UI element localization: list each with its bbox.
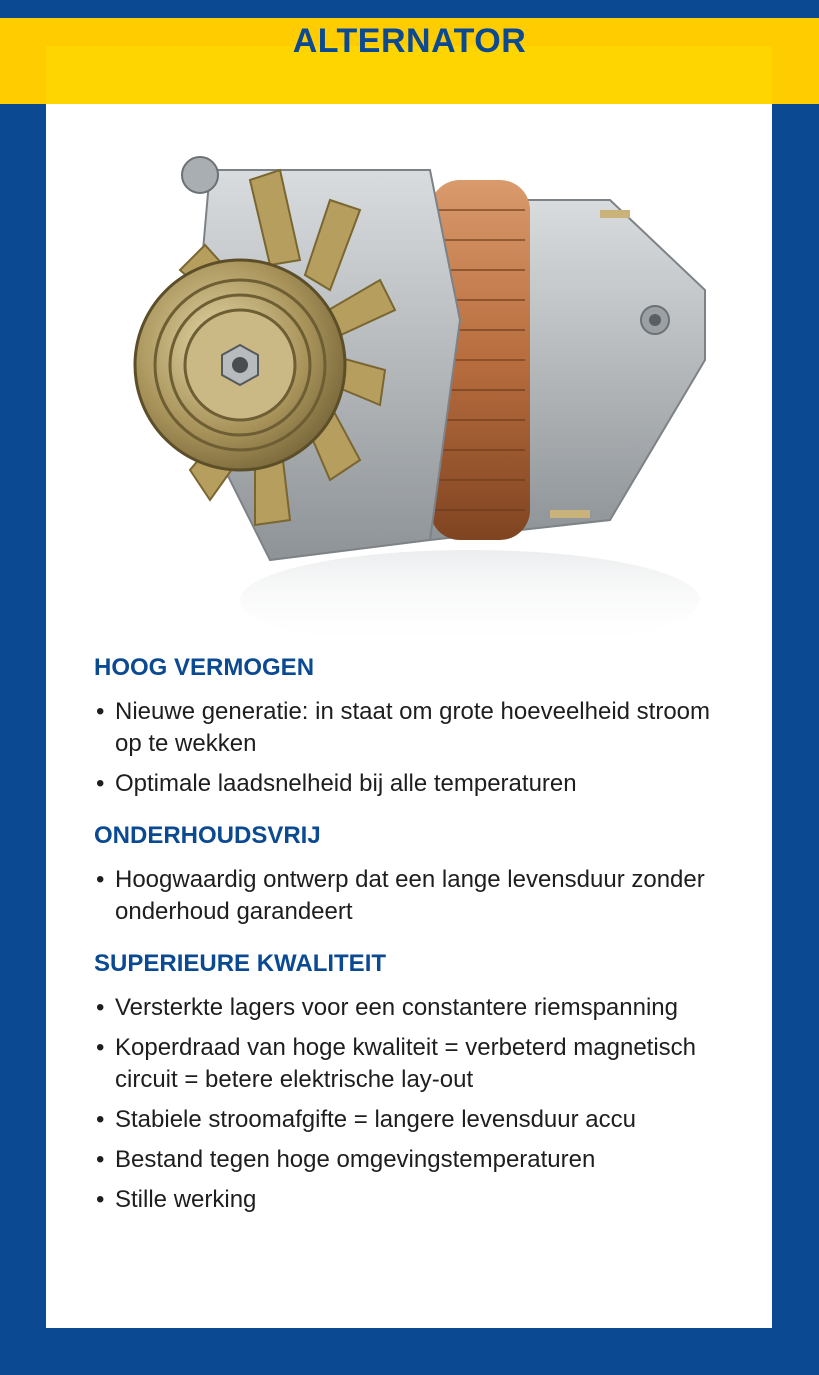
alternator-product-image	[130, 140, 730, 660]
section-heading-hoog-vermogen: HOOG VERMOGEN	[94, 654, 315, 681]
list-item: • Bestand tegen hoge omgevingstemperaturen	[94, 1144, 734, 1176]
bullet-list-hoog-vermogen	[94, 696, 734, 800]
bullet-icon: •	[96, 1186, 105, 1213]
bullet-icon: •	[96, 1146, 105, 1173]
list-item: • Hoogwaardig ontwerp dat een lange levensduur zonder onderhoud garandeert	[96, 866, 705, 925]
list-item: • Optimale laadsnelheid bij alle temperaturen	[94, 768, 734, 800]
page-title: ALTERNATOR	[292, 22, 527, 60]
list-item: • Stabiele stroomafgifte = langere levensduur accu	[94, 1104, 734, 1136]
bullet-icon: •	[96, 770, 105, 797]
list-item: • Versterkte lagers voor een constantere riemspanning	[94, 992, 734, 1024]
section-heading-onderhoudsvrij: ONDERHOUDSVRIJ	[94, 822, 321, 849]
list-item: • Stille werking	[94, 1184, 734, 1216]
bullet-icon: •	[96, 1034, 105, 1061]
bullet-icon: •	[96, 698, 105, 725]
feature-list	[94, 652, 734, 1236]
section-heading-superieure-kwaliteit: SUPERIEURE KWALITEIT	[94, 950, 387, 977]
bullet-list-onderhoudsvrij	[94, 864, 734, 928]
bullet-icon: •	[96, 866, 105, 893]
bullet-list-superieure-kwaliteit	[94, 992, 734, 1216]
list-item: • Koperdraad van hoge kwaliteit = verbeterd magnetisch circuit = betere elektrische lay-out	[96, 1034, 697, 1093]
list-item: • Nieuwe generatie: in staat om grote hoeveelheid stroom op te wekken	[96, 698, 711, 757]
bullet-icon: •	[96, 1106, 105, 1133]
bullet-icon: •	[96, 994, 105, 1021]
